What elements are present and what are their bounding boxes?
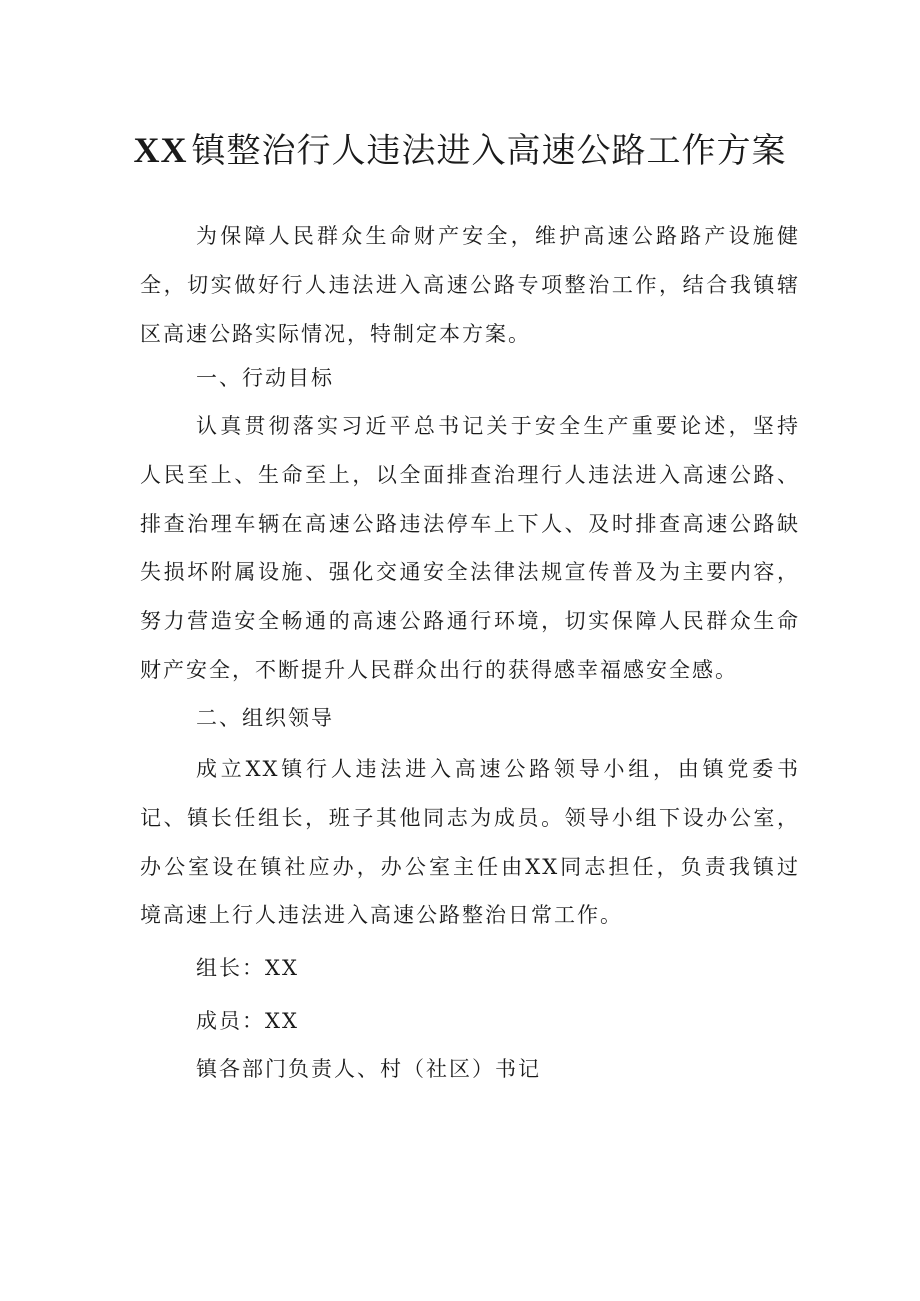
section2-line: 办公室设在镇社应办，办公室主任由XX同志担任，负责我镇过 [140,854,800,879]
members-detail: 镇各部门负责人、村（社区）书记 [196,1057,541,1081]
section2-line: 境高速上行人违法进入高速公路整治日常工作。 [140,903,623,928]
section1-heading: 一、行动目标 [196,366,334,390]
section1-line: 财产安全，不断提升人民群众出行的获得感幸福感安全感。 [140,657,738,682]
title-main: 镇整治行人违法进入高速公路工作方案 [191,131,787,171]
members-line: 成员：XX [196,1009,299,1033]
section1-line: 努力营造安全畅通的高速公路通行环境，切实保障人民群众生命 [140,609,800,634]
intro-line: 区高速公路实际情况，特制定本方案。 [140,321,531,346]
title-prefix: XX [133,130,188,170]
section1-line: 人民至上、生命至上，以全面排查治理行人违法进入高速公路、 [140,462,800,487]
section1-line: 认真贯彻落实习近平总书记关于安全生产重要论述，坚持 [196,414,800,438]
section1-paragraph [140,402,800,695]
section1-line: 排查治理车辆在高速公路违法停车上下人、及时排查高速公路缺 [140,511,800,536]
intro-paragraph [140,212,800,358]
intro-line: 全，切实做好行人违法进入高速公路专项整治工作，结合我镇辖 [140,272,800,297]
section2-line: 记、镇长任组长，班子其他同志为成员。领导小组下设办公室， [140,805,800,830]
section1-line: 失损坏附属设施、强化交通安全法律法规宣传普及为主要内容， [140,560,800,585]
intro-line: 为保障人民群众生命财产安全，维护高速公路路产设施健 [196,224,800,248]
section2-paragraph [140,745,800,940]
section2-line: 成立XX镇行人违法进入高速公路领导小组，由镇党委书 [196,757,800,781]
section2-heading: 二、组织领导 [196,706,334,730]
leader-line: 组长：XX [196,956,299,980]
document-title [0,124,920,177]
